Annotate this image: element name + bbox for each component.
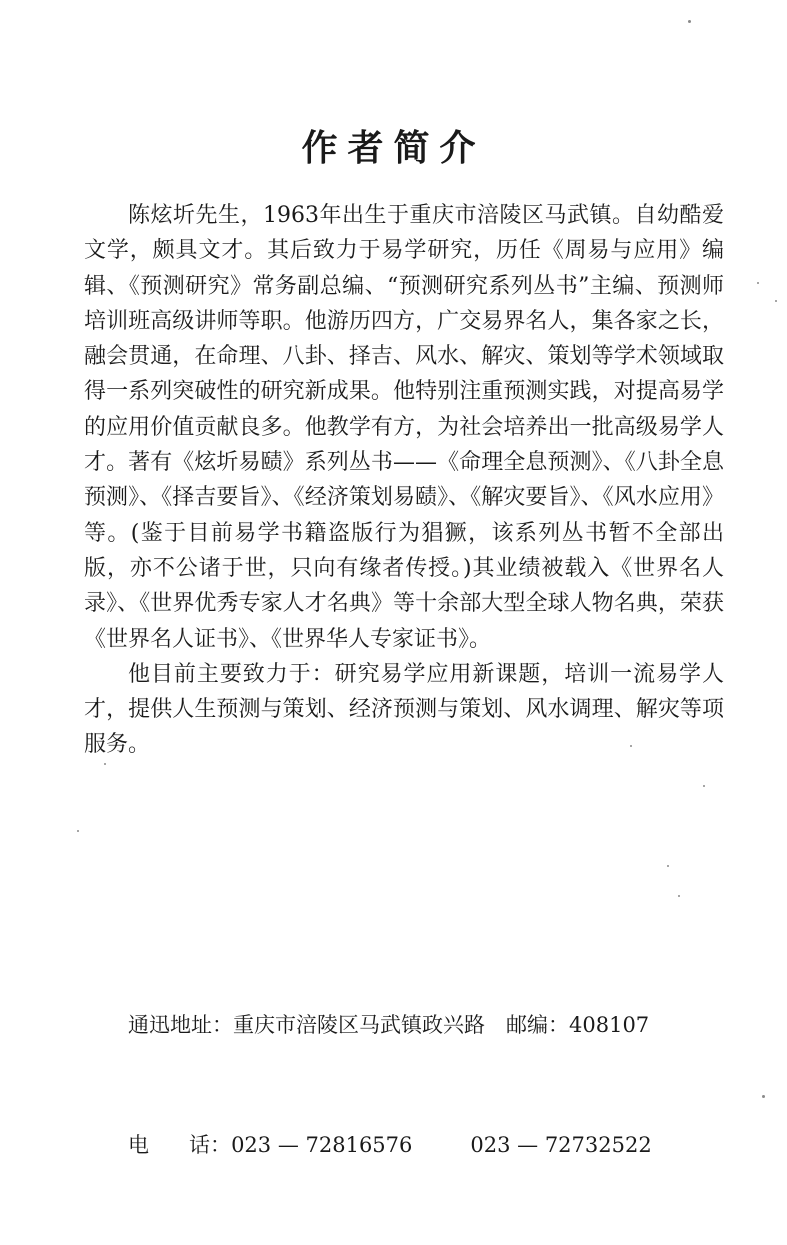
contact-block — [128, 925, 652, 1245]
page-title: 作者简介 — [301, 128, 486, 169]
bio-paragraph-1: 陈炫圻先生，1963年出生于重庆市涪陵区马武镇。自幼酷爱文学，颇具文才。其后致力于易学研究，历任《周易与应用》编辑、《预测研究》常务副总编、“预测研究系列丛书”主编、预测师培训班高级讲师等职。他游历四方，广交易界名人，集各家之长，融会贯通，在命理、八卦、择吉、风水、解灾、策划等学术领域取得一系列突破性的研究新成果。他特别注重预测实践，对提高易学的应用价值贡献良多。他教学有方，为社会培养出一批高级易学人才。著有《炫圻易赜》系列丛书——《命理全息预测》、《八卦全息预测》、《择吉要旨》、《经济策划易赜》、《解灾要旨》、《风水应用》等。(鉴于目前易学书籍盗版行为猖獗，该系列丛书暂不全部出版，亦不公诸于世，只向有缘者传授。)其业绩被载入《世界名人录》、《世界优秀专家人才名典》等十余部大型全球人物名典，荣获《世界名人证书》、《世界华人专家证书》。 — [84, 203, 724, 652]
bio-paragraph-2: 他目前主要致力于：研究易学应用新课题，培训一流易学人才，提供人生预测与策划、经济预测与策划、风水调理、解灾等项服务。 — [84, 661, 724, 758]
address-row — [128, 1005, 652, 1045]
scan-speck — [678, 895, 680, 897]
address-value: 重庆市涪陵区马武镇政兴路 — [233, 1013, 485, 1037]
scan-speck — [77, 830, 79, 832]
phone-number-1: 023 — 72816576 — [231, 1133, 413, 1157]
scan-speck — [757, 282, 759, 284]
address-label: 通迅地址： — [128, 1013, 233, 1037]
scan-speck — [630, 745, 632, 747]
scan-speck — [667, 865, 669, 867]
scan-speck — [703, 785, 705, 787]
postcode-value: 408107 — [569, 1013, 650, 1037]
postcode-label: 邮编： — [506, 1013, 569, 1037]
phone-label: 电 话： — [128, 1133, 232, 1157]
author-bio — [84, 198, 724, 763]
scan-speck — [775, 300, 777, 302]
scan-speck — [104, 763, 106, 765]
scan-speck — [762, 1095, 765, 1098]
phone-number-2: 023 — 72732522 — [470, 1133, 652, 1157]
phone-row — [128, 1125, 652, 1165]
scan-speck — [688, 20, 691, 23]
